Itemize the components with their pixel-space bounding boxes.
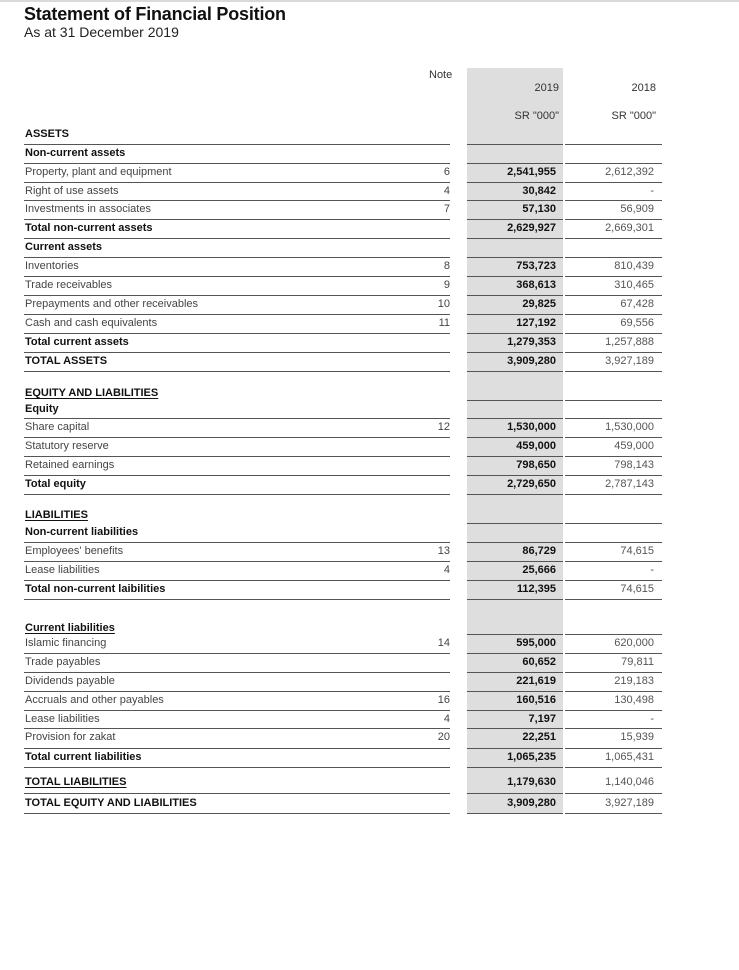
row-label: Trade receivables xyxy=(25,279,113,291)
row-divider xyxy=(565,276,662,277)
row-divider xyxy=(565,437,662,438)
value-2018: 810,439 xyxy=(614,260,654,272)
value-2019: 30,842 xyxy=(522,185,556,197)
line-item-row xyxy=(0,276,739,295)
value-2018: 459,000 xyxy=(614,440,654,452)
value-2019: 86,729 xyxy=(522,545,556,557)
value-2018: - xyxy=(650,185,654,197)
value-2019: 60,652 xyxy=(522,656,556,668)
row-label: EQUITY AND LIABILITIES xyxy=(25,387,159,399)
row-divider xyxy=(565,691,662,692)
value-2018: 310,465 xyxy=(614,279,654,291)
section-heading-row xyxy=(0,125,739,144)
row-note: 20 xyxy=(437,731,450,743)
row-divider xyxy=(24,144,450,145)
row-label: ASSETS xyxy=(25,128,70,140)
row-divider xyxy=(24,561,450,562)
row-divider xyxy=(565,352,662,353)
row-divider xyxy=(467,561,563,562)
value-2018: 2,787,143 xyxy=(605,478,654,490)
value-2018: - xyxy=(650,713,654,725)
row-divider xyxy=(24,653,450,654)
row-divider xyxy=(565,418,662,419)
value-2018: 3,927,189 xyxy=(605,355,654,367)
row-divider xyxy=(565,314,662,315)
value-2019: 595,000 xyxy=(516,637,556,649)
row-note: 12 xyxy=(437,421,450,433)
row-divider xyxy=(565,295,662,296)
year-2018-header: 2018 xyxy=(631,82,656,94)
row-label: TOTAL EQUITY AND LIABILITIES xyxy=(25,797,197,809)
row-divider xyxy=(565,494,662,495)
row-divider xyxy=(565,456,662,457)
row-divider xyxy=(467,599,563,600)
row-label: LIABILITIES xyxy=(25,509,88,521)
row-divider xyxy=(565,257,662,258)
row-divider xyxy=(467,257,563,258)
line-item-row xyxy=(0,418,739,437)
row-divider xyxy=(467,295,563,296)
value-2019: 112,395 xyxy=(516,583,556,595)
value-2019: 1,179,630 xyxy=(507,776,556,788)
section-heading-row xyxy=(0,523,739,542)
line-item-row xyxy=(0,314,739,333)
row-note: 4 xyxy=(443,713,450,725)
value-2019: 2,629,927 xyxy=(507,222,556,234)
row-divider xyxy=(24,163,450,164)
value-2019: 22,251 xyxy=(522,731,556,743)
row-label: Total current liabilities xyxy=(25,751,142,763)
row-divider xyxy=(565,767,662,768)
row-label: Lease liabilities xyxy=(25,713,100,725)
row-label: Inventories xyxy=(25,260,79,272)
row-label: Investments in associates xyxy=(25,203,151,215)
value-2018: 130,498 xyxy=(614,694,654,706)
row-divider xyxy=(467,672,563,673)
row-divider xyxy=(24,599,450,600)
row-divider xyxy=(24,580,450,581)
row-label: TOTAL LIABILITIES xyxy=(25,776,127,788)
value-2019: 459,000 xyxy=(516,440,556,452)
row-divider xyxy=(24,182,450,183)
row-divider xyxy=(467,400,563,401)
total-row xyxy=(0,773,739,792)
row-divider xyxy=(467,748,563,749)
total-row xyxy=(0,352,739,371)
row-note: 6 xyxy=(443,166,450,178)
row-divider xyxy=(467,523,563,524)
value-2019: 7,197 xyxy=(528,713,556,725)
value-2018: 74,615 xyxy=(620,545,654,557)
value-2019: 368,613 xyxy=(516,279,556,291)
row-divider xyxy=(565,371,662,372)
value-2018: 2,669,301 xyxy=(605,222,654,234)
row-note: 11 xyxy=(438,317,450,329)
row-divider xyxy=(24,371,450,372)
value-2018: 15,939 xyxy=(620,731,654,743)
row-divider xyxy=(565,728,662,729)
line-item-row xyxy=(0,437,739,456)
row-divider xyxy=(565,813,662,814)
row-divider xyxy=(565,599,662,600)
row-divider xyxy=(467,813,563,814)
value-2019: 25,666 xyxy=(522,564,556,576)
row-divider xyxy=(24,542,450,543)
row-divider xyxy=(467,456,563,457)
row-divider xyxy=(467,634,563,635)
row-label: Accruals and other payables xyxy=(25,694,164,706)
value-2019: 798,650 xyxy=(516,459,556,471)
row-divider xyxy=(565,219,662,220)
value-2019: 1,530,000 xyxy=(507,421,556,433)
row-label: Lease liabilities xyxy=(25,564,100,576)
row-label: Statutory reserve xyxy=(25,440,109,452)
line-item-row xyxy=(0,561,739,580)
section-heading-row xyxy=(0,238,739,257)
row-divider xyxy=(24,352,450,353)
row-divider xyxy=(24,456,450,457)
total-row xyxy=(0,219,739,238)
row-divider xyxy=(24,691,450,692)
row-label: Total current assets xyxy=(25,336,129,348)
total-row xyxy=(0,475,739,494)
row-divider xyxy=(467,728,563,729)
row-note: 8 xyxy=(443,260,450,272)
row-divider xyxy=(24,219,450,220)
row-divider xyxy=(24,200,450,201)
row-divider xyxy=(565,475,662,476)
row-label: Share capital xyxy=(25,421,90,433)
row-divider xyxy=(467,352,563,353)
row-divider xyxy=(565,710,662,711)
row-divider xyxy=(565,542,662,543)
value-2019: 221,619 xyxy=(516,675,556,687)
row-divider xyxy=(467,418,563,419)
row-divider xyxy=(565,144,662,145)
row-note: 4 xyxy=(443,185,450,197)
row-divider xyxy=(467,710,563,711)
row-divider xyxy=(565,238,662,239)
row-note: 13 xyxy=(437,545,450,557)
row-divider xyxy=(24,672,450,673)
unit-2018-header: SR "000" xyxy=(611,110,656,122)
row-divider xyxy=(565,672,662,673)
row-divider xyxy=(24,295,450,296)
row-label: Non-current liabilities xyxy=(25,526,139,538)
row-note: 7 xyxy=(443,203,450,215)
value-2019: 3,909,280 xyxy=(507,355,556,367)
line-item-row xyxy=(0,653,739,672)
row-divider xyxy=(565,634,662,635)
row-divider xyxy=(24,813,450,814)
row-divider xyxy=(467,200,563,201)
row-divider xyxy=(24,276,450,277)
row-label: Retained earnings xyxy=(25,459,115,471)
value-2019: 29,825 xyxy=(522,298,556,310)
row-divider xyxy=(467,219,563,220)
row-divider xyxy=(467,580,563,581)
row-label: Prepayments and other receivables xyxy=(25,298,199,310)
total-row xyxy=(0,580,739,599)
line-item-row xyxy=(0,672,739,691)
row-label: Equity xyxy=(25,403,59,415)
row-divider xyxy=(467,182,563,183)
row-label: Islamic financing xyxy=(25,637,107,649)
row-divider xyxy=(24,793,450,794)
row-divider xyxy=(565,523,662,524)
row-divider xyxy=(467,767,563,768)
row-note: 10 xyxy=(437,298,450,310)
value-2018: 79,811 xyxy=(621,656,654,668)
row-label: Current liabilities xyxy=(25,622,115,634)
row-divider xyxy=(24,238,450,239)
value-2018: 1,257,888 xyxy=(605,336,654,348)
value-2019: 57,130 xyxy=(522,203,556,215)
total-row xyxy=(0,748,739,767)
row-divider xyxy=(467,276,563,277)
value-2018: 1,530,000 xyxy=(605,421,654,433)
value-2019: 2,541,955 xyxy=(507,166,556,178)
value-2018: 798,143 xyxy=(614,459,654,471)
row-divider xyxy=(467,542,563,543)
row-divider xyxy=(467,653,563,654)
value-2019: 2,729,650 xyxy=(507,478,556,490)
line-item-row xyxy=(0,456,739,475)
section-heading-row xyxy=(0,144,739,163)
row-divider xyxy=(565,653,662,654)
line-item-row xyxy=(0,200,739,219)
row-divider xyxy=(24,728,450,729)
value-2019: 160,516 xyxy=(516,694,556,706)
value-2018: 2,612,392 xyxy=(605,166,654,178)
line-item-row xyxy=(0,257,739,276)
row-label: Total equity xyxy=(25,478,86,490)
row-divider xyxy=(565,200,662,201)
row-label: Right of use assets xyxy=(25,185,119,197)
value-2018: 219,183 xyxy=(614,675,654,687)
row-label: Current assets xyxy=(25,241,103,253)
value-2019: 127,192 xyxy=(516,317,556,329)
row-divider xyxy=(24,418,450,419)
row-divider xyxy=(24,333,450,334)
line-item-row xyxy=(0,295,739,314)
row-divider xyxy=(24,314,450,315)
total-row xyxy=(0,794,739,813)
row-note: 9 xyxy=(443,279,450,291)
row-label: Non-current assets xyxy=(25,147,126,159)
row-divider xyxy=(565,561,662,562)
value-2018: 3,927,189 xyxy=(605,797,654,809)
line-item-row xyxy=(0,728,739,747)
row-divider xyxy=(24,257,450,258)
value-2019: 753,723 xyxy=(516,260,556,272)
line-item-row xyxy=(0,163,739,182)
value-2018: 69,556 xyxy=(620,317,654,329)
row-divider xyxy=(565,163,662,164)
value-2018: 620,000 xyxy=(614,637,654,649)
year-2019-header: 2019 xyxy=(534,82,559,94)
row-divider xyxy=(467,163,563,164)
line-item-row xyxy=(0,634,739,653)
row-divider xyxy=(467,437,563,438)
value-2018: 56,909 xyxy=(620,203,654,215)
row-divider xyxy=(467,371,563,372)
total-row xyxy=(0,333,739,352)
row-divider xyxy=(24,710,450,711)
row-divider xyxy=(467,691,563,692)
row-divider xyxy=(565,333,662,334)
row-divider xyxy=(467,238,563,239)
row-divider xyxy=(467,494,563,495)
value-2018: 1,140,046 xyxy=(605,776,654,788)
row-label: TOTAL ASSETS xyxy=(25,355,108,367)
row-divider xyxy=(24,767,450,768)
row-divider xyxy=(24,437,450,438)
row-divider xyxy=(565,580,662,581)
value-2018: 74,615 xyxy=(620,583,654,595)
unit-2019-header: SR "000" xyxy=(514,110,559,122)
section-heading-row xyxy=(0,400,739,419)
value-2019: 1,279,353 xyxy=(507,336,556,348)
row-divider xyxy=(24,475,450,476)
row-divider xyxy=(565,793,662,794)
value-2018: 1,065,431 xyxy=(605,751,654,763)
line-item-row xyxy=(0,542,739,561)
row-divider xyxy=(467,314,563,315)
value-2018: 67,428 xyxy=(620,298,654,310)
row-divider xyxy=(24,748,450,749)
row-divider xyxy=(467,144,563,145)
row-divider xyxy=(467,793,563,794)
line-item-row xyxy=(0,710,739,729)
row-divider xyxy=(565,748,662,749)
page-subtitle: As at 31 December 2019 xyxy=(24,24,179,40)
row-label: Total non-current assets xyxy=(25,222,153,234)
row-divider xyxy=(467,333,563,334)
row-divider xyxy=(565,182,662,183)
line-item-row xyxy=(0,691,739,710)
row-label: Total non-current laibilities xyxy=(25,583,166,595)
row-label: Property, plant and equipment xyxy=(25,166,172,178)
row-note: 4 xyxy=(443,564,450,576)
row-label: Employees' benefits xyxy=(25,545,124,557)
row-note: 14 xyxy=(437,637,450,649)
page-title: Statement of Financial Position xyxy=(24,4,286,24)
row-divider xyxy=(24,494,450,495)
row-label: Trade payables xyxy=(25,656,101,668)
row-label: Dividends payable xyxy=(25,675,115,687)
row-divider xyxy=(467,475,563,476)
note-column-header: Note xyxy=(429,69,453,81)
row-label: Cash and cash equivalents xyxy=(25,317,158,329)
value-2019: 1,065,235 xyxy=(507,751,556,763)
line-item-row xyxy=(0,182,739,201)
row-label: Provision for zakat xyxy=(25,731,116,743)
row-note: 16 xyxy=(437,694,450,706)
value-2018: - xyxy=(650,564,654,576)
value-2019: 3,909,280 xyxy=(507,797,556,809)
row-divider xyxy=(565,400,662,401)
